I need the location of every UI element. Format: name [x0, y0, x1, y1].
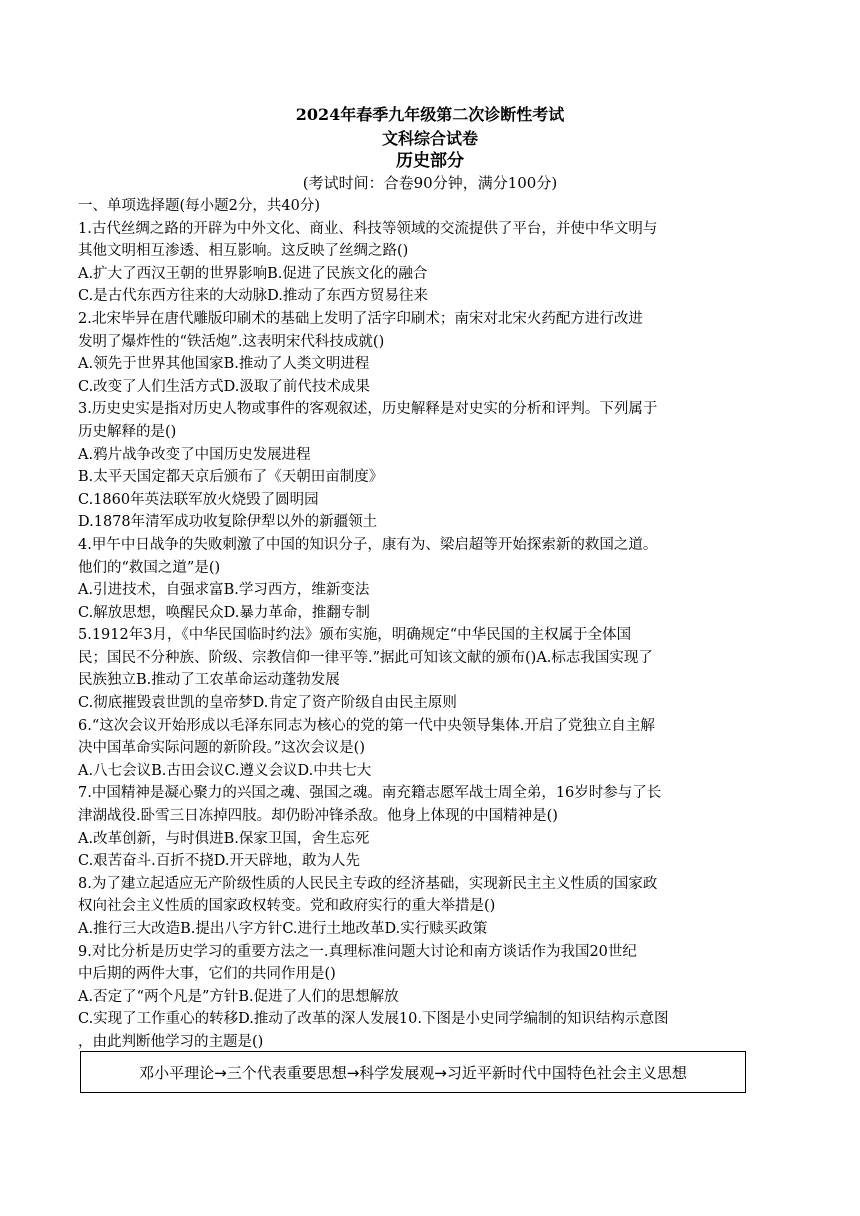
knowledge-structure-diagram — [80, 1051, 746, 1093]
text-line: D.1878年清军成功收复除伊犁以外的新疆领土 — [78, 514, 378, 531]
text-line: 9.对比分析是历史学习的重要方法之一.真理标准问题大讨论和南方谈话作为我国20世纪 — [78, 943, 637, 960]
text-line: 历史解释的是() — [78, 423, 177, 440]
text-line: C.是古代东西方往来的大动脉D.推动了东西方贸易往来 — [78, 288, 428, 305]
text-line: A.八七会议B.古田会议C.遵义会议D.中共七大 — [78, 762, 372, 779]
text-line: 6.“这次会议开始形成以毛泽东同志为核心的党的第一代中央领导集体.开启了党独立自主解 — [78, 717, 655, 734]
text-line: 7.中国精神是凝心聚力的兴国之魂、强国之魂。南充籍志愿军战士周全弟，16岁时参与了长 — [78, 785, 662, 802]
text-line: C.实现了工作重心的转移D.推动了改革的深人发展10.下图是小史同学编制的知识结构示意图 — [78, 1011, 669, 1028]
text-line: C.1860年英法联军放火烧毁了圆明园 — [78, 491, 319, 508]
text-line: C.解放思想，唤醒民众D.暴力革命，推翻专制 — [78, 604, 370, 621]
text-line: B.太平天国定都天京后颁布了《天朝田亩制度》 — [78, 469, 384, 486]
text-line: 决中国革命实际问题的新阶段。”这次会议是() — [78, 740, 365, 757]
text-line: C.艰苦奋斗.百折不挠D.开天辟地，敢为人先 — [78, 853, 361, 870]
text-line: 其他文明相互渗透、相互影响。这反映了丝绸之路() — [78, 243, 409, 260]
exam-info: (考试时间：合卷90分钟，满分100分) — [302, 174, 558, 192]
text-line: 5.1912年3月，《中华民国临时约法》颁布实施，明确规定“中华民国的主权属于全体国 — [78, 627, 632, 644]
text-line: 4.甲午中日战争的失败刺激了中国的知识分子，康有为、梁启超等开始探索新的救国之道。 — [78, 536, 658, 553]
text-line: 8.为了建立起适应无产阶级性质的人民民主专政的经济基础，实现新民主主义性质的国家政 — [78, 875, 658, 892]
text-line: 2.北宋毕异在唐代雕版印刷术的基础上发明了活字印刷术；南宋对北宋火药配方进行改进 — [78, 310, 643, 327]
text-line: A.领先于世界其他国家B.推动了人类文明进程 — [78, 356, 370, 373]
section-title: 历史部分 — [396, 151, 464, 171]
text-line: A.改革创新，与时俱进B.保家卫国，舍生忘死 — [78, 830, 370, 847]
text-line: 一、单项选择题(每小题2分，共40分) — [78, 198, 320, 214]
text-line: A.扩大了西汉王朝的世界影响B.促进了民族文化的融合 — [78, 265, 428, 282]
text-line: 民；国民不分种族、阶级、宗教信仰一律平等.”据此可知该文献的颁布()A.标志我国实现了 — [78, 649, 653, 666]
text-line: 3.历史史实是指对历史人物或事件的客观叙述，历史解释是对史实的分析和评判。下列属于 — [78, 401, 658, 418]
text-line: C.改变了人们生活方式D.汲取了前代技术成果 — [78, 378, 370, 395]
text-line: 民族独立B.推动了工农革命运动蓬勃发展 — [78, 672, 340, 689]
text-line: C.彻底摧毁袁世凯的皇帝梦D.肯定了资产阶级自由民主原则 — [78, 695, 457, 712]
text-line: 中后期的两件大事，它们的共同作用是() — [78, 966, 336, 983]
text-line: 1.古代丝绸之路的开辟为中外文化、商业、科技等领域的交流提供了平台，并使中华文明与 — [78, 220, 658, 237]
text-line: A.否定了“两个凡是”方针B.促进了人们的思想解放 — [78, 988, 399, 1005]
text-line: 权向社会主义性质的国家政权转变。党和政府实行的重大举措是() — [78, 898, 496, 915]
text-line: A.鸦片战争改变了中国历史发展进程 — [78, 446, 311, 463]
diagram-text: 邓小平理论→三个代表重要思想→科学发展观→习近平新时代中国特色社会主义思想 — [139, 1063, 687, 1082]
exam-title: 2024年春季九年级第二次诊断性考试 — [295, 105, 565, 124]
text-line: 他们的“救国之道”是() — [78, 559, 221, 576]
text-line: ，由此判断他学习的主题是() — [78, 1033, 264, 1050]
text-line: A.推行三大改造B.提出八字方针C.进行土地改革D.实行赎买政策 — [78, 921, 488, 937]
text-line: 发明了爆炸性的“铁活炮”.这表明宋代科技成就() — [78, 333, 385, 350]
text-line: 津湖战役.卧雪三日冻掉四肢。却仍盼冲锋杀敌。他身上体现的中国精神是() — [78, 808, 558, 825]
question-body — [78, 195, 788, 1054]
text-line: A.引进技术，自强求富B.学习西方，维新变法 — [78, 582, 370, 599]
exam-subtitle: 文科综合试卷 — [381, 129, 478, 148]
